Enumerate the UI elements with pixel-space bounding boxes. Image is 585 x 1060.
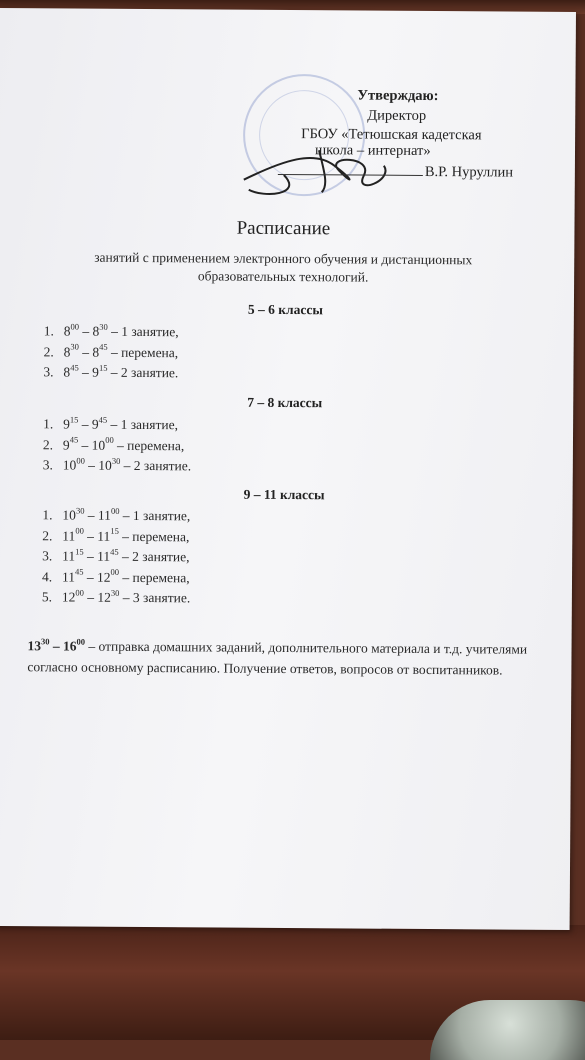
group-heading: 7 – 8 классы — [247, 394, 323, 411]
schedule-item: 3. $8^{45} - 9^{15} - 2$ занятие. — [43, 361, 179, 381]
schedule-list — [42, 505, 191, 609]
schedule-list — [43, 321, 178, 383]
schedule-item: 4. $11^{45} - 12^{00}$ – перемена, — [41, 566, 190, 585]
approval-heading: Утверждаю: — [357, 87, 439, 105]
approval-org-line2: школа – интернат» — [314, 142, 431, 160]
document-subtitle: занятий с применением электронного обучения и дистанционных образовательных технологий. — [94, 249, 473, 285]
group-heading: 5 – 6 классы — [247, 301, 323, 318]
note-text: – отправка домашних заданий, дополнительного материала и т.д. учителями согласно основному расписанию. Получение ответов, вопросов от воспитанников. — [27, 638, 528, 678]
schedule-item: 2. $9^{45} - 10^{00}$ – перемена, — [42, 434, 185, 453]
schedule-item: 3. $10^{00} - 10^{30} - 2$ занятие. — [42, 455, 192, 474]
schedule-item: 1. $8^{00} - 8^{30} - 1$ занятие, — [43, 321, 179, 340]
approval-org-line1: ГБОУ «Тетюшская кадетская — [301, 126, 482, 144]
approval-position: Директор — [367, 107, 427, 124]
group-heading: 9 – 11 классы — [243, 486, 325, 503]
schedule-item: 2. $8^{30} - 8^{45}$ – перемена, — [43, 341, 179, 360]
schedule-item: 1. $9^{15} - 9^{45} - 1$ занятие, — [43, 413, 179, 433]
document-title: Расписание — [236, 217, 331, 240]
schedule-list — [43, 414, 192, 477]
schedule-document — [0, 8, 576, 930]
homework-note — [27, 635, 537, 681]
approval-signatory: В.Р. Нуруллин — [424, 163, 514, 181]
note-time: $13^{30} - 16^{00}$ — [27, 635, 86, 654]
schedule-item: 3. $11^{15} - 11^{45} - 2$ занятие, — [42, 546, 190, 565]
schedule-item: 5. $12^{00} - 12^{30} - 3$ занятие. — [41, 587, 191, 606]
schedule-item: 2. $11^{00} - 11^{15}$ – перемена, — [42, 525, 190, 544]
schedule-item: 1. $10^{30} - 11^{00} - 1$ занятие, — [42, 505, 191, 524]
